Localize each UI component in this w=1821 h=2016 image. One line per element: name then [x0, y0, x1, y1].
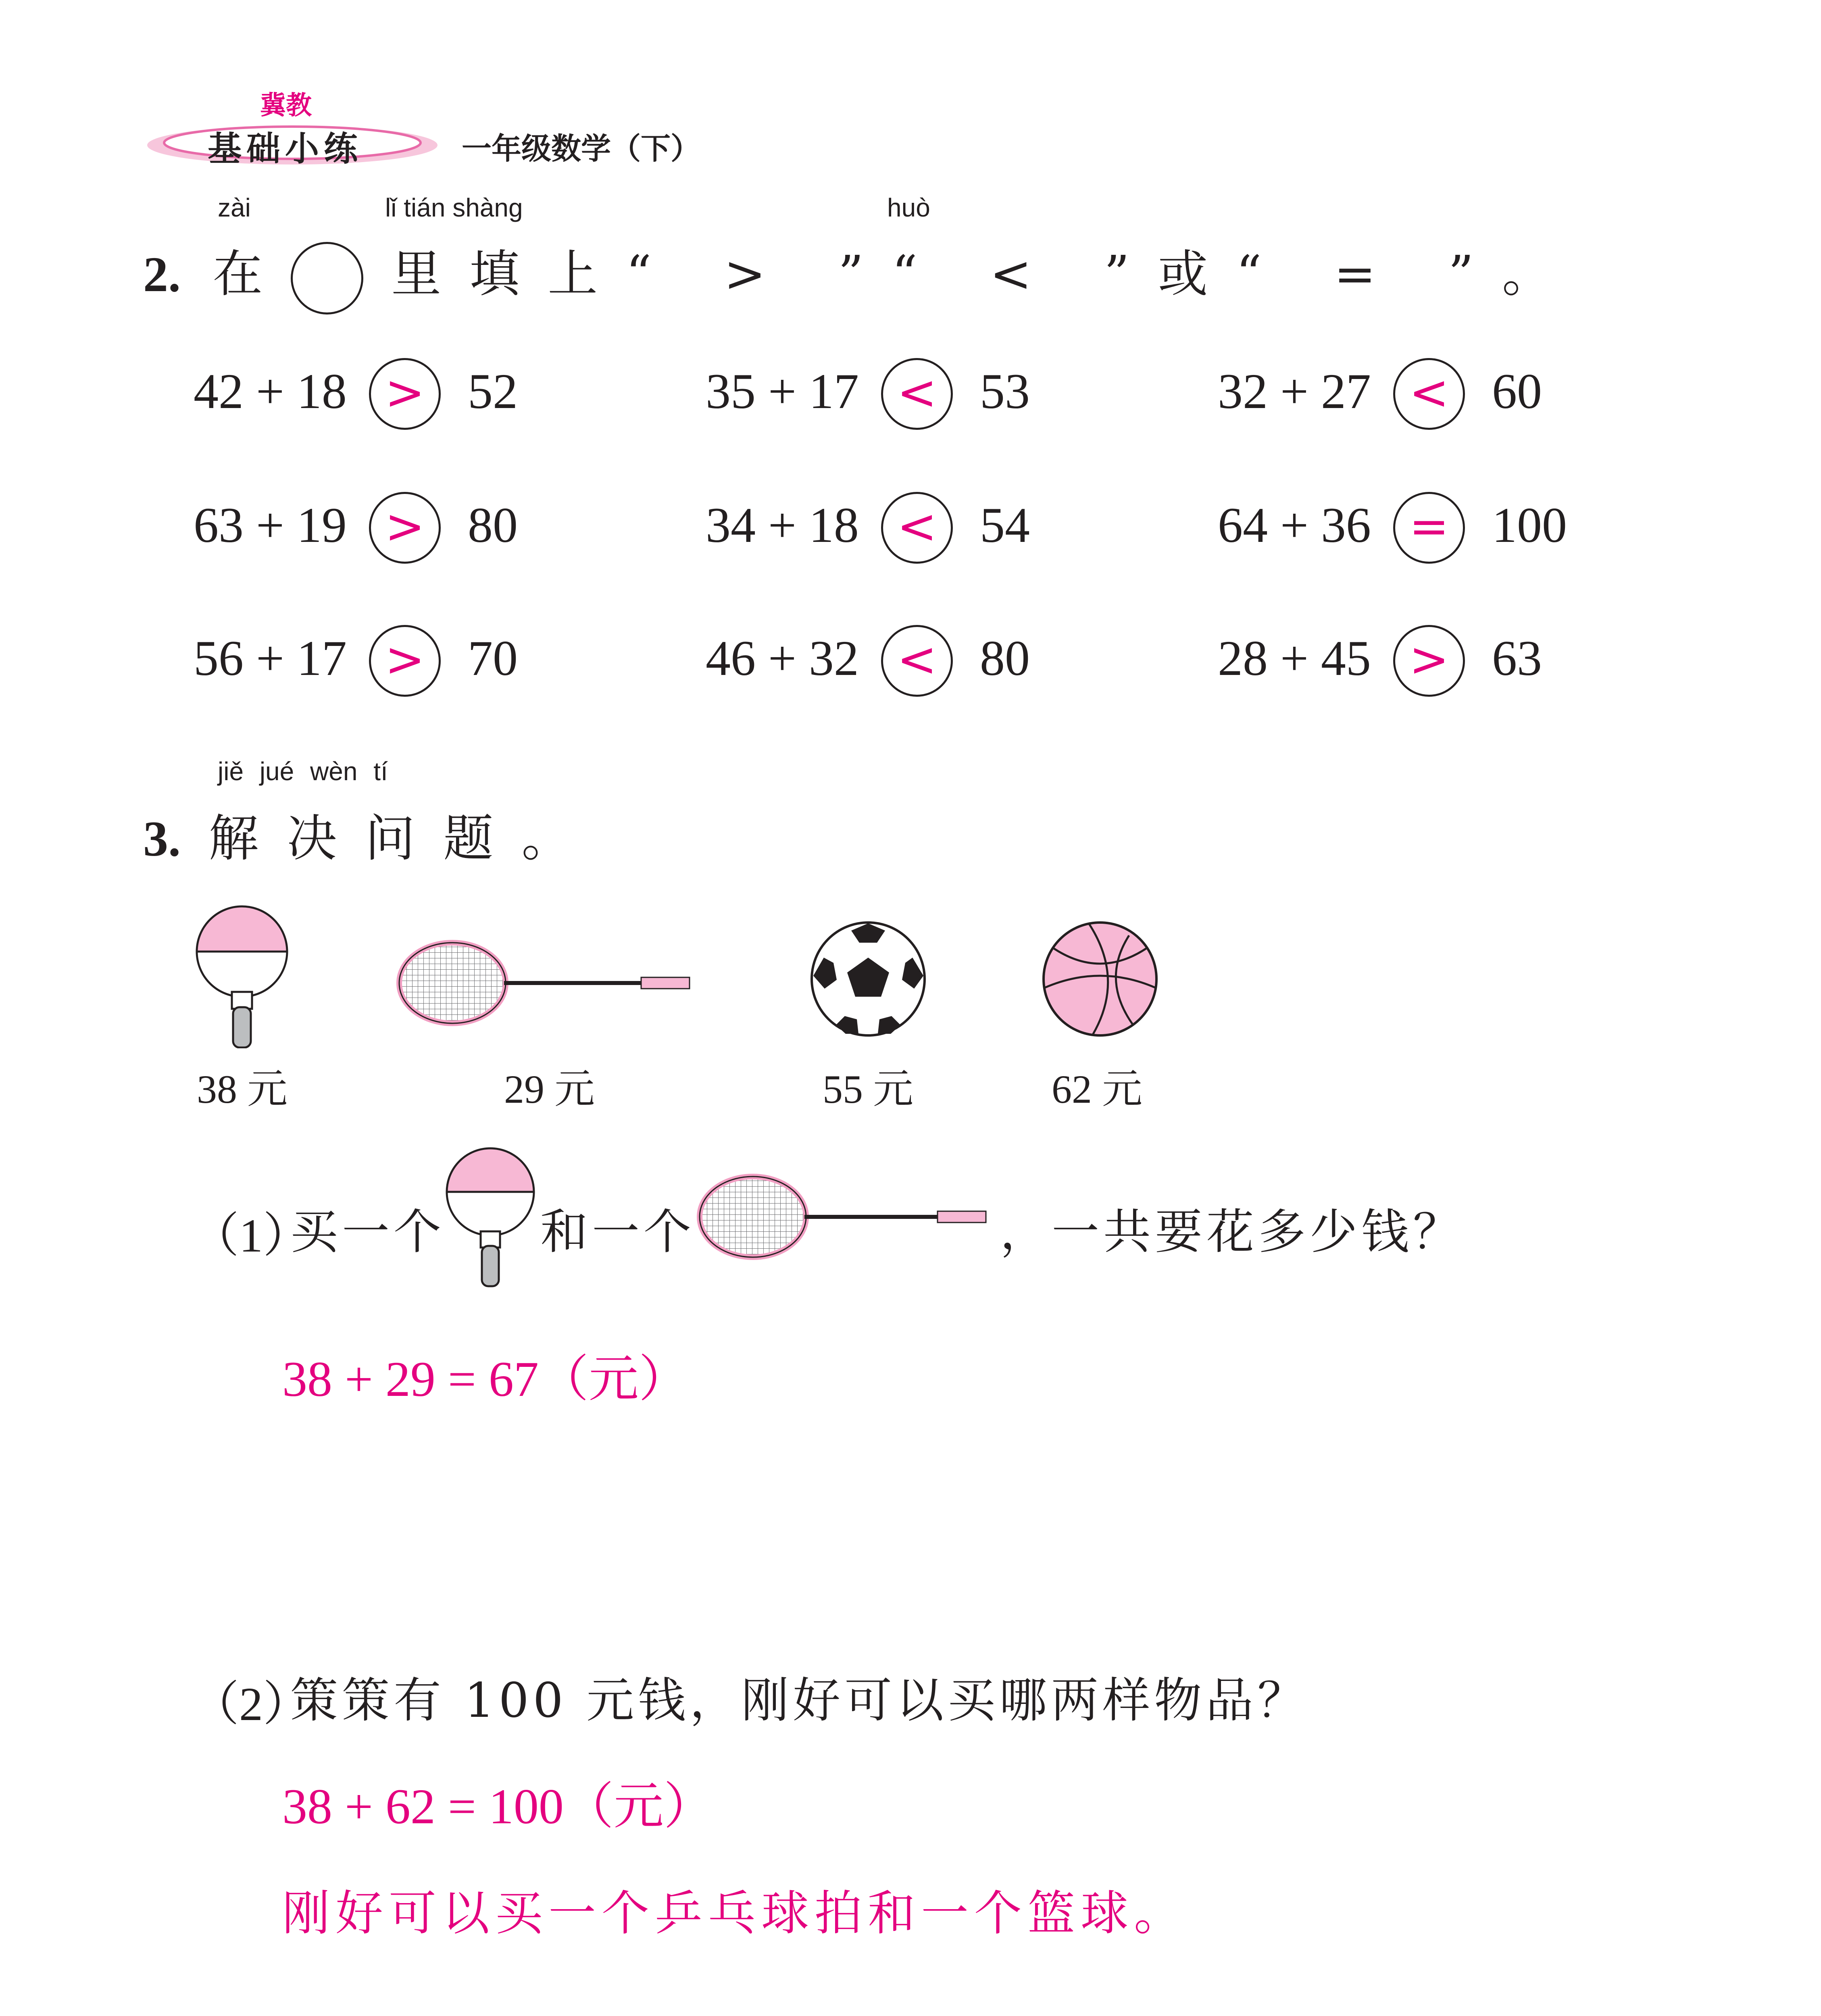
- q2-blank-circle-example: [291, 242, 363, 314]
- q3-pinyin: jiě jué wèn tí: [218, 757, 388, 786]
- ping-pong-paddle-icon: [194, 903, 294, 1048]
- price-label: 62 元: [1052, 1067, 1142, 1112]
- q2-answer-circle[interactable]: >: [369, 625, 441, 697]
- q2-stem: 2. 在 里填上“ > ”“ < ”或“ = ”。: [143, 234, 1580, 314]
- q3-sub1-label: （1）: [192, 1209, 311, 1262]
- q2-answer-circle[interactable]: >: [369, 358, 441, 430]
- basketball-icon: [1040, 919, 1161, 1040]
- q2-pinyin-huo: huò: [887, 193, 930, 222]
- q2-right: 53: [980, 364, 1030, 419]
- q2-number: 2: [143, 247, 168, 302]
- q2-left: 64 + 36: [1218, 498, 1371, 553]
- q3-sub2-answer-text: 刚好可以买一个乒乓球拍和一个篮球。: [282, 1885, 1188, 1941]
- q2-left: 28 + 45: [1218, 631, 1371, 686]
- q2-right: 54: [980, 498, 1030, 553]
- q2-answer-circle[interactable]: <: [881, 358, 953, 430]
- q2-pinyin-zai: zài: [218, 193, 251, 222]
- q3-number: 3: [143, 811, 168, 866]
- q3-sub1-answer: 38 + 29 = 67（元）: [282, 1352, 689, 1407]
- q2-left: 56 + 17: [194, 631, 347, 686]
- header-subject: 一年级数学（下）: [462, 131, 700, 166]
- q2-text-b: 里填上“ > ”“ < ”或“ = ”。: [391, 245, 1580, 303]
- q2-left: 46 + 32: [706, 631, 859, 686]
- q2-pinyin-li-tian-shang: lǐ tián shàng: [385, 193, 523, 222]
- q2-text-a: 在: [213, 245, 263, 303]
- q2-right: 100: [1492, 498, 1567, 553]
- q2-answer-circle[interactable]: <: [1393, 358, 1465, 430]
- soccer-ball-icon: [808, 919, 929, 1040]
- q3-sub2-text: 策策有 100 元钱，刚好可以买哪两样物品？: [290, 1672, 1309, 1728]
- badminton-racket-icon: [395, 935, 702, 1040]
- q2-right: 70: [468, 631, 518, 686]
- q2-left: 32 + 27: [1218, 364, 1371, 419]
- ping-pong-paddle-inline-icon: [444, 1145, 540, 1290]
- q2-answer-circle[interactable]: <: [881, 625, 953, 697]
- q3-sub1-text-a: 买一个: [290, 1204, 446, 1260]
- q2-answer-circle[interactable]: <: [881, 492, 953, 564]
- q2-left: 63 + 19: [194, 498, 347, 553]
- price-label: 29 元: [504, 1067, 595, 1112]
- price-label: 55 元: [823, 1067, 913, 1112]
- price-label: 38 元: [197, 1067, 288, 1112]
- q3-sub1-text-c: ，一共要花多少钱？: [1000, 1204, 1465, 1260]
- q2-right: 60: [1492, 364, 1542, 419]
- q2-right: 63: [1492, 631, 1542, 686]
- header-series: 基础小练: [208, 129, 363, 169]
- badminton-racket-inline-icon: [696, 1169, 1002, 1274]
- q2-right: 52: [468, 364, 518, 419]
- q2-answer-circle[interactable]: >: [1393, 625, 1465, 697]
- header: [143, 85, 748, 173]
- q3-sub2-label: （2）: [192, 1678, 311, 1731]
- q3-sub2-answer-equation: 38 + 62 = 100（元）: [282, 1779, 714, 1834]
- q3-title: 解决问题。: [208, 810, 600, 868]
- q2-answer-circle[interactable]: =: [1393, 492, 1465, 564]
- q2-left: 42 + 18: [194, 364, 347, 419]
- q2-right: 80: [980, 631, 1030, 686]
- q3-stem: 3. 解决问题。: [143, 810, 600, 868]
- q2-left: 35 + 17: [706, 364, 859, 419]
- q2-answer-circle[interactable]: >: [369, 492, 441, 564]
- header-edition: 冀教: [260, 91, 312, 121]
- q2-left: 34 + 18: [706, 498, 859, 553]
- q3-sub1-text-b: 和一个: [540, 1204, 696, 1260]
- q2-right: 80: [468, 498, 518, 553]
